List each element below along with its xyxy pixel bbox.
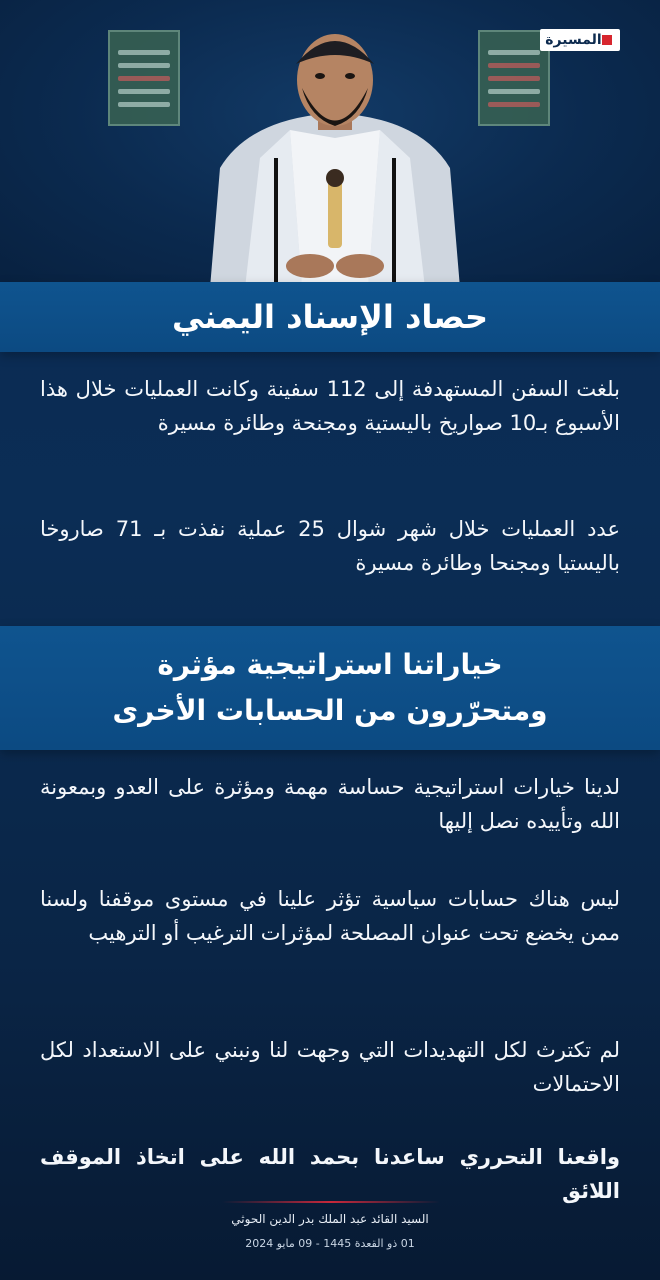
channel-logo — [540, 29, 620, 51]
footer-date: 01 ذو القعدة 1445 - 09 مايو 2024 — [245, 1237, 415, 1250]
headline-bar-1 — [0, 282, 660, 352]
headline-bar-2 — [0, 626, 660, 750]
paragraph-liberation: واقعنا التحرري ساعدنا بحمد الله على اتخاذ الموقف اللائق — [40, 1145, 620, 1203]
footer-speaker-name: السيد القائد عبد الملك بدر الدين الحوثي — [231, 1212, 429, 1226]
paragraph-strategic-options: لدينا خيارات استراتيجية حساسة مهمة ومؤثرة على العدو وبمعونة الله وتأييده نصل إليها — [40, 775, 620, 833]
paragraph-political-calculations: ليس هناك حسابات سياسية تؤثر علينا في مستوى موقفنا ولسنا ممن يخضع تحت عنوان المصلحة لمؤثرات الترغيب أو الترهيب — [40, 887, 620, 945]
paragraph-shawwal-operations: عدد العمليات خلال شهر شوال 25 عملية نفذت بـ 71 صاروخا باليستيا ومجنحا وطائرة مسيرة — [40, 517, 620, 575]
speaker-portrait — [190, 18, 480, 282]
footer-divider — [222, 1201, 440, 1203]
logo-text: المسيرة — [545, 32, 602, 48]
paragraph-threats: لم تكترث لكل التهديدات التي وجهت لنا ونبني على الاستعداد لكل الاحتمالات — [40, 1038, 620, 1096]
headline-1: حصاد الإسناد اليمني — [172, 298, 489, 336]
paragraph-ships-targeted: بلغت السفن المستهدفة إلى 112 سفينة وكانت العمليات خلال هذا الأسبوع بـ10 صواريخ باليستية ومجنحة وطائرة مسيرة — [40, 377, 620, 435]
header-photo — [0, 0, 660, 282]
headline-2-line-1: خياراتنا استراتيجية مؤثرة — [157, 648, 503, 681]
green-banner-left — [108, 30, 180, 126]
headline-2-line-2: ومتحرّرون من الحسابات الأخرى — [112, 694, 548, 727]
logo-mark-icon — [602, 35, 612, 45]
